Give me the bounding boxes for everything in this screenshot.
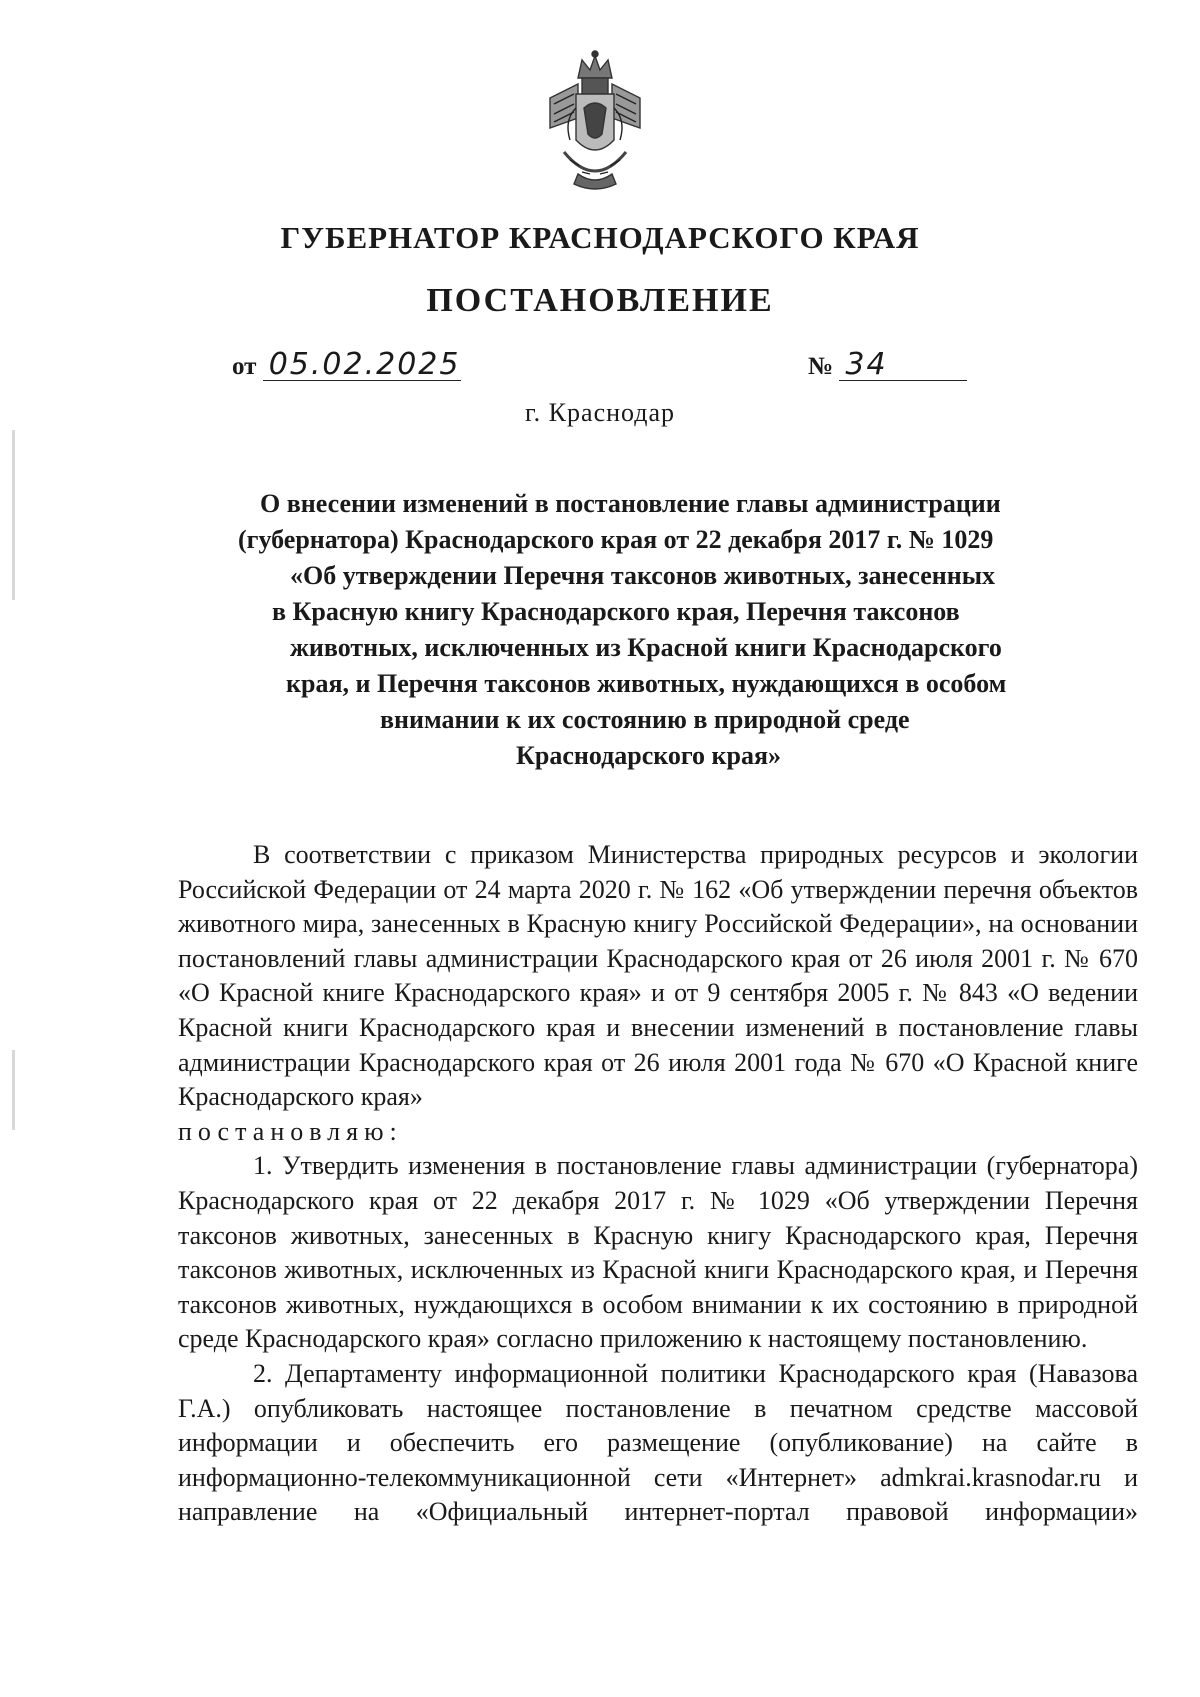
document-type: ПОСТАНОВЛЕНИЕ: [426, 282, 774, 319]
document-body: [178, 838, 1138, 1530]
preamble-paragraph: В соответствии с приказом Министерства природных ресурсов и экологии Российской Федерации от 24 марта 2020 г. № 162 «Об утверждении перечня объектов животного мира, занесенных в Красную книгу Российской Федерации», на основании постановлений главы администрации Краснодарского края от 26 июля 2001 г. № 670 «О Красной книге Краснодарского края» и от 9 сентября 2005 г. № 843 «О ведении Красной книги Краснодарского края и внесении изменений в постановление главы администрации Краснодарского края от 26 июля 2001 года № 670 «О Красной книге Краснодарского края»: [178, 840, 1138, 1112]
scan-artifact: [12, 430, 15, 600]
number-value: 34: [839, 350, 967, 381]
issuing-authority: ГУБЕРНАТОР КРАСНОДАРСКОГО КРАЯ: [280, 220, 920, 255]
subject-line: О внесении изменений в постановление главы администрации: [260, 489, 1001, 518]
coat-of-arms-icon: [540, 48, 650, 198]
subject-line: животных, исключенных из Красной книги Краснодарского: [290, 633, 1002, 662]
number-prefix: №: [808, 353, 834, 380]
city: г. Краснодар: [524, 398, 676, 427]
document-subject: [220, 486, 1100, 774]
subject-line: внимании к их состоянию в природной среде: [380, 705, 910, 734]
number-line: [808, 347, 967, 382]
resolves-word: постановляю:: [178, 1116, 403, 1146]
subject-line: в Красную книгу Краснодарского края, Перечня таксонов: [272, 597, 960, 626]
scan-artifact: [12, 1050, 15, 1130]
date-prefix: от: [232, 353, 257, 380]
subject-line: (губернатора) Краснодарского края от 22 декабря 2017 г. № 1029: [238, 525, 994, 554]
subject-line: «Об утверждении Перечня таксонов животных, занесенных: [290, 561, 996, 590]
subject-line: Краснодарского края»: [516, 741, 782, 770]
clause-1: 1. Утвердить изменения в постановление главы администрации (губернатора) Краснодарского края от 22 декабря 2017 г. № 1029 «Об утверждении Перечня таксонов животных, занесенных в Красную книгу Краснодарского края, Перечня таксонов животных, исключенных из Красной книги Краснодарского края, и Перечня таксонов животных, нуждающихся в особом внимании к их состоянию в природной среде Краснодарского края» согласно приложению к настоящему постановлению.: [178, 1151, 1138, 1354]
clause-2: 2. Департаменту информационной политики Краснодарского края (Навазова Г.А.) опубликовать настоящее постановление в печатном средстве массовой информации и обеспечить его размещение (опубликование) на сайте в информационно-телекоммуникационной сети «Интернет» admkrai.krasnodar.ru и направление на «Официальный интернет-портал правовой информации»: [178, 1358, 1138, 1527]
date-line: [232, 347, 461, 382]
date-value: 05.02.2025: [263, 350, 461, 381]
subject-line: края, и Перечня таксонов животных, нуждающихся в особом: [286, 669, 1007, 698]
